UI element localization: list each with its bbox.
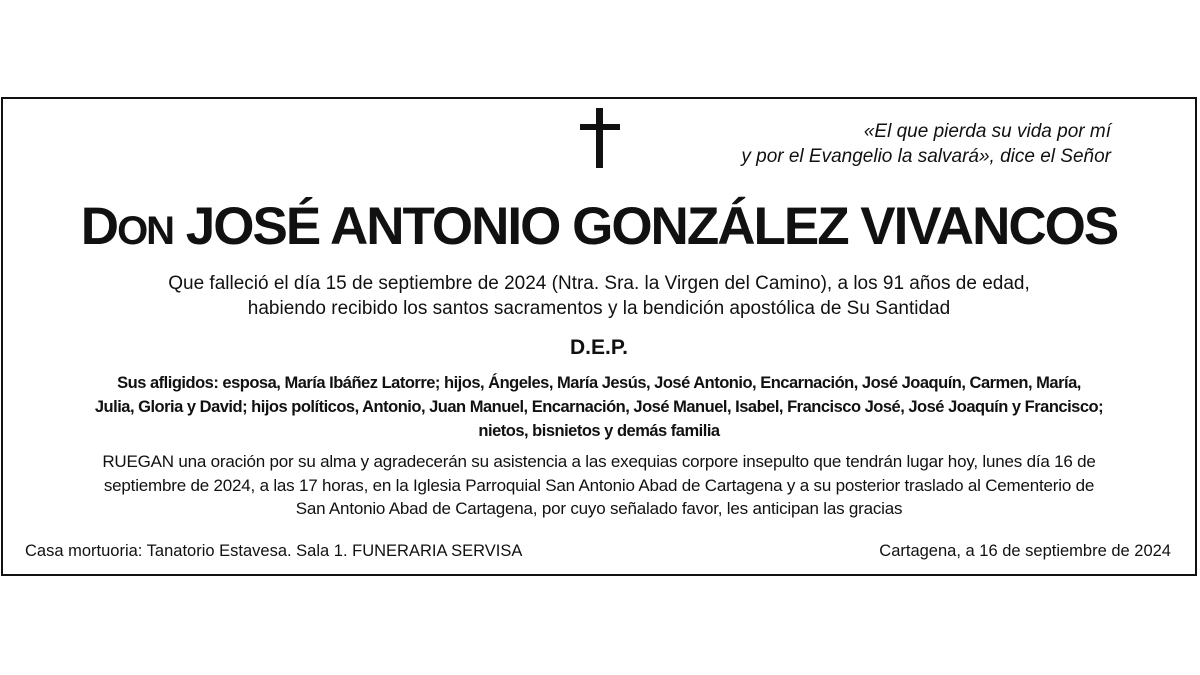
intro-line-1: Que falleció el día 15 de septiembre de 2024 (Ntra. Sra. la Virgen del Camino), a los 91 años de edad,: [168, 273, 1030, 294]
family-list: [33, 371, 1165, 443]
obituary-card: [1, 97, 1197, 576]
family-line-1: Sus afligidos: esposa, María Ibáñez Latorre; hijos, Ángeles, María Jesús, José Antonio, Encarnación, José Joaquín, Carmen, María,: [117, 374, 1081, 392]
place-date: Cartagena, a 16 de septiembre de 2024: [879, 542, 1171, 560]
funeral-request: [13, 450, 1185, 521]
ruegan-line-2: septiembre de 2024, a las 17 horas, en la Iglesia Parroquial San Antonio Abad de Cartagena y a su posterior traslado al Cementerio de: [103, 475, 1095, 495]
deceased-name: [3, 197, 1195, 261]
ruegan-line-1: RUEGAN una oración por su alma y agradecerán su asistencia a las exequias corpore insepulto que tendrán lugar hoy, lunes día 16 de: [102, 452, 1096, 471]
honorific-initial: D: [80, 197, 118, 256]
cross-icon: [580, 108, 620, 168]
quote-line-2: y por el Evangelio la salvará», dice el Señor: [741, 146, 1111, 167]
ruegan-line-3: San Antonio Abad de Cartagena, por cuyo señalado favor, les anticipan las gracias: [295, 499, 903, 518]
dep-heading: D.E.P.: [570, 336, 628, 359]
quote-line-1: «El que pierda su vida por mí: [863, 121, 1111, 142]
family-line-3: nietos, bisnietos y demás familia: [478, 422, 720, 440]
funeral-home: Casa mortuoria: Tanatorio Estavesa. Sala 1. FUNERARIA SERVISA: [25, 542, 523, 560]
intro-line-2: habiendo recibido los santos sacramentos y la bendición apostólica de Su Santidad: [247, 298, 951, 319]
full-name: JOSÉ ANTONIO GONZÁLEZ VIVANCOS: [185, 197, 1118, 256]
scripture-quote: [651, 119, 1111, 169]
family-line-2: Julia, Gloria y David; hijos políticos, Antonio, Juan Manuel, Encarnación, José Manuel, Isabel, Francisco José, José Joaquín y Francisco;: [94, 398, 1104, 416]
death-announcement: [3, 271, 1195, 321]
honorific-rest: ON: [117, 209, 174, 253]
